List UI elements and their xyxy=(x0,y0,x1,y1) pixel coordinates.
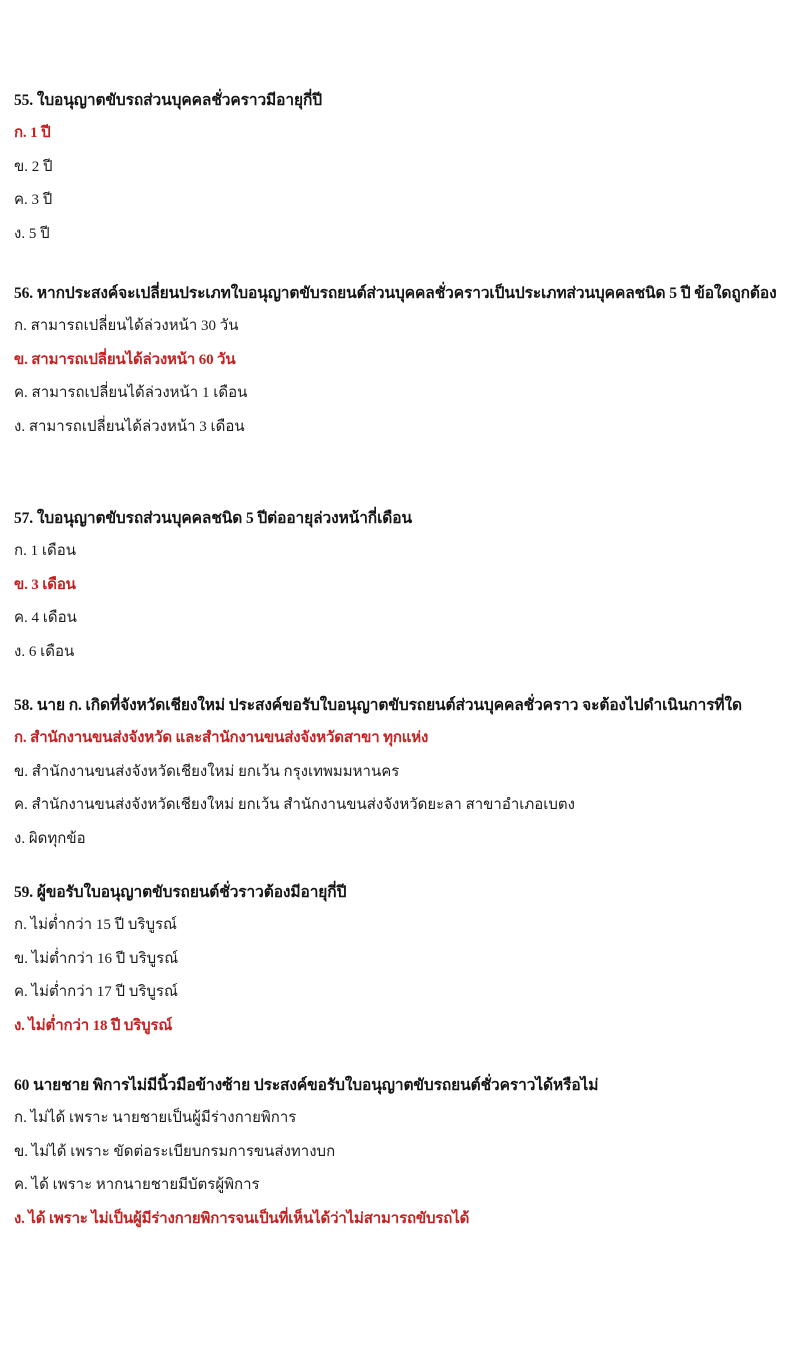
spacer-58-59 xyxy=(0,856,800,876)
option-60-a[interactable]: ก. ไม่ได้ เพราะ นายชายเป็นผู้มีร่างกายพิการ xyxy=(14,1110,297,1126)
option-59-a[interactable]: ก. ไม่ต่ำกว่า 15 ปี บริบูรณ์ xyxy=(14,917,177,933)
question-block-59 xyxy=(0,876,800,1043)
question-block-55 xyxy=(0,84,800,251)
option-55-d[interactable]: ง. 5 ปี xyxy=(14,225,50,242)
option-56-b[interactable]: ข. สามารถเปลี่ยนได้ล่วงหน้า 60 วัน xyxy=(14,351,236,368)
question-stem-56: 56. หากประสงค์จะเปลี่ยนประเภทใบอนุญาตขับรถยนต์ส่วนบุคคลชั่วคราวเป็นประเภทส่วนบุคคลชนิด 5 ปี ข้อใดถูกต้อง xyxy=(14,285,777,302)
option-56-c[interactable]: ค. สามารถเปลี่ยนได้ล่วงหน้า 1 เดือน xyxy=(14,385,248,401)
option-56-d[interactable]: ง. สามารถเปลี่ยนได้ล่วงหน้า 3 เดือน xyxy=(14,418,245,435)
option-56-a[interactable]: ก. สามารถเปลี่ยนได้ล่วงหน้า 30 วัน xyxy=(14,318,239,334)
option-57-c[interactable]: ค. 4 เดือน xyxy=(14,610,77,626)
option-57-a[interactable]: ก. 1 เดือน xyxy=(14,543,76,559)
option-58-c[interactable]: ค. สำนักงานขนส่งจังหวัดเชียงใหม่ ยกเว้น สำนักงานขนส่งจังหวัดยะลา สาขาอำเภอเบตง xyxy=(14,797,575,813)
spacer-55-56 xyxy=(0,251,800,277)
question-stem-60: 60 นายชาย พิการไม่มีนิ้วมือข้างซ้าย ประสงค์ขอรับใบอนุญาตขับรถยนต์ชั่วคราวได้หรือไม่ xyxy=(14,1077,599,1094)
option-60-c[interactable]: ค. ได้ เพราะ หากนายชายมีบัตรผู้พิการ xyxy=(14,1177,260,1193)
option-60-d[interactable]: ง. ได้ เพราะ ไม่เป็นผู้มีร่างกายพิการจนเป็นที่เห็นได้ว่าไม่สามารถขับรถได้ xyxy=(14,1210,470,1227)
question-block-57 xyxy=(0,502,800,669)
option-60-b[interactable]: ข. ไม่ได้ เพราะ ขัดต่อระเบียบกรมการขนส่งทางบก xyxy=(14,1143,336,1160)
option-58-b[interactable]: ข. สำนักงานขนส่งจังหวัดเชียงใหม่ ยกเว้น กรุงเทพมมหานคร xyxy=(14,763,400,780)
question-stem-57: 57. ใบอนุญาตขับรถส่วนบุคคลชนิด 5 ปีต่ออายุล่วงหน้ากี่เดือน xyxy=(14,510,412,527)
spacer-59-60 xyxy=(0,1043,800,1069)
option-55-c[interactable]: ค. 3 ปี xyxy=(14,192,53,208)
option-57-d[interactable]: ง. 6 เดือน xyxy=(14,643,75,660)
question-block-60 xyxy=(0,1069,800,1236)
option-59-b[interactable]: ข. ไม่ต่ำกว่า 16 ปี บริบูรณ์ xyxy=(14,950,179,967)
spacer-56-57 xyxy=(0,444,800,502)
option-59-c[interactable]: ค. ไม่ต่ำกว่า 17 ปี บริบูรณ์ xyxy=(14,984,178,1000)
spacer-57-58 xyxy=(0,669,800,689)
option-58-a[interactable]: ก. สำนักงานขนส่งจังหวัด และสำนักงานขนส่งจังหวัดสาขา ทุกแห่ง xyxy=(14,730,429,746)
option-58-d[interactable]: ง. ผิดทุกข้อ xyxy=(14,830,86,847)
option-57-b[interactable]: ข. 3 เดือน xyxy=(14,576,76,593)
question-block-56 xyxy=(0,277,800,444)
option-55-a[interactable]: ก. 1 ปี xyxy=(14,125,51,141)
option-59-d[interactable]: ง. ไม่ต่ำกว่า 18 ปี บริบูรณ์ xyxy=(14,1017,173,1034)
top-margin xyxy=(0,0,800,84)
question-stem-59: 59. ผู้ขอรับใบอนุญาตขับรถยนต์ชั่วราวต้องมีอายุกี่ปี xyxy=(14,884,347,901)
option-55-b[interactable]: ข. 2 ปี xyxy=(14,158,53,175)
question-block-58 xyxy=(0,689,800,856)
question-stem-55: 55. ใบอนุญาตขับรถส่วนบุคคลชั่วคราวมีอายุกี่ปี xyxy=(14,92,322,109)
question-stem-58: 58. นาย ก. เกิดที่จังหวัดเชียงใหม่ ประสงค์ขอรับใบอนุญาตขับรถยนต์ส่วนบุคคลชั่วคราว จะต้องไปดำเนินการที่ใด xyxy=(14,697,742,714)
